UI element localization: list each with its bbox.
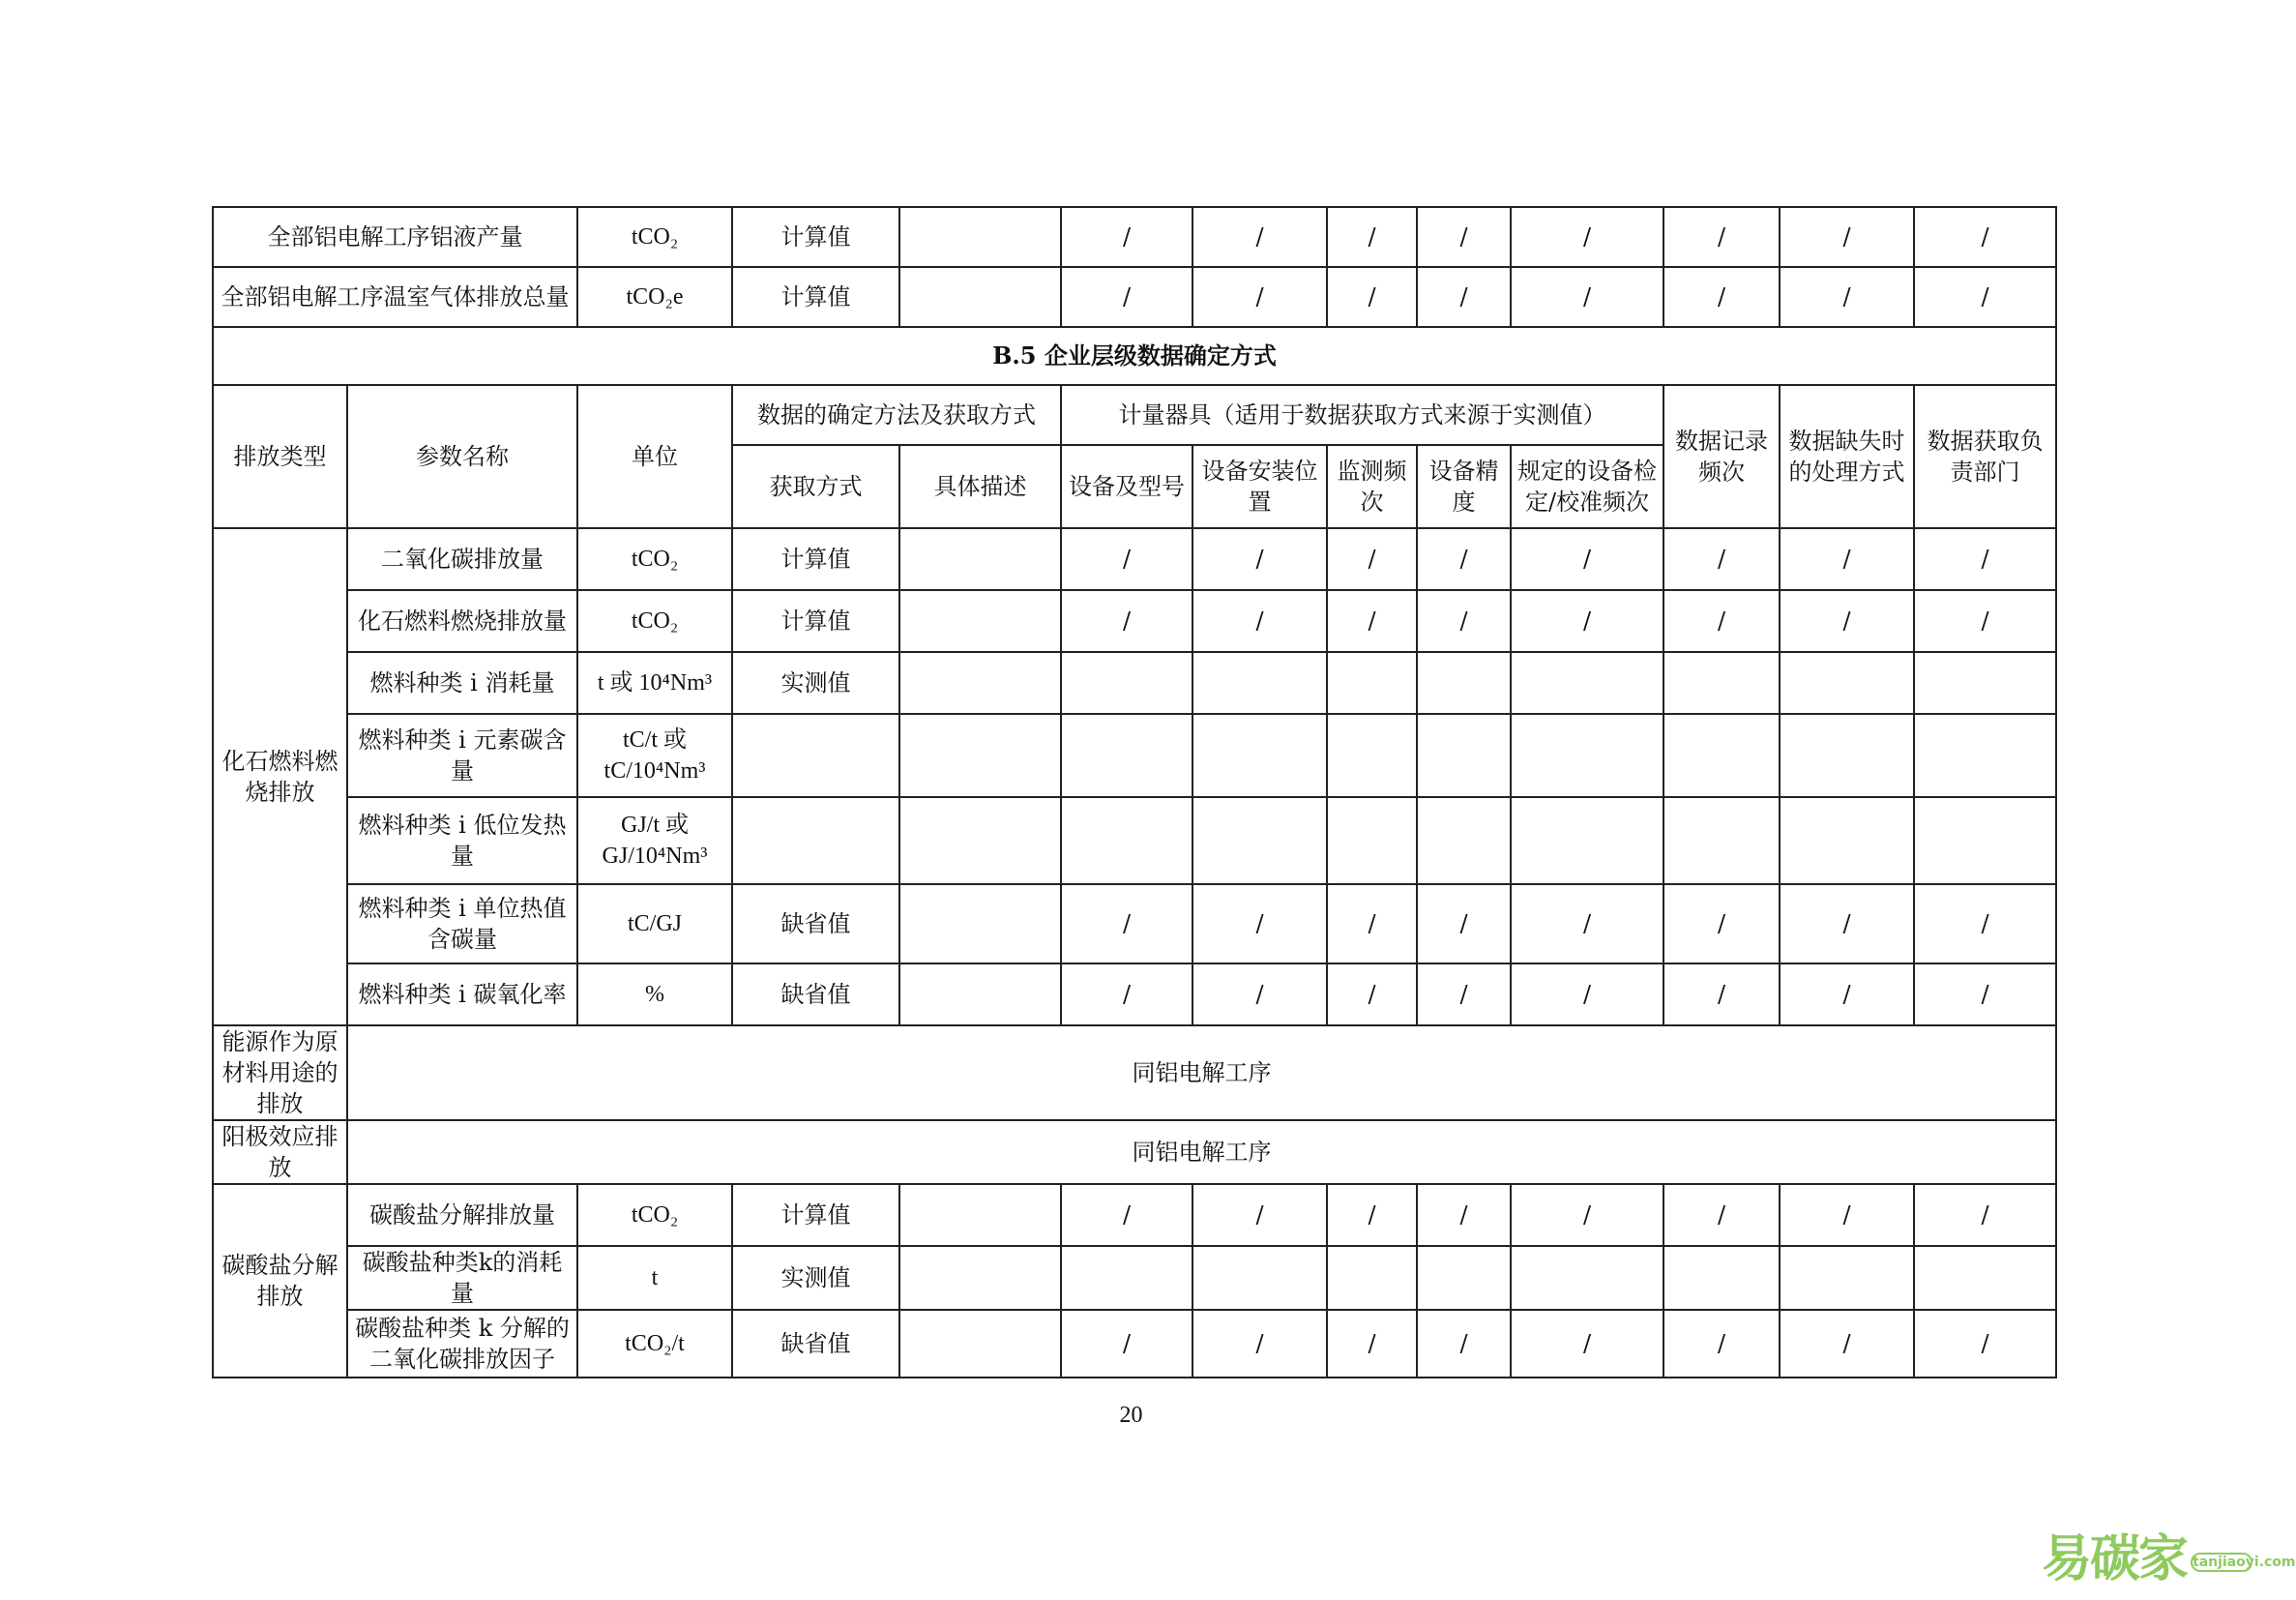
- value-cell: /: [1914, 1310, 2056, 1378]
- value-cell: /: [1061, 884, 1192, 963]
- table-row: [213, 1120, 2056, 1184]
- value-cell: /: [1417, 963, 1511, 1025]
- value-cell: /: [1780, 884, 1914, 963]
- watermark-brand: 易碳家: [2041, 1530, 2187, 1588]
- same-as-note: 同铝电解工序: [347, 1120, 2056, 1184]
- value-cell: [1061, 652, 1192, 714]
- value-cell: [1417, 797, 1511, 884]
- value-cell: /: [1914, 963, 2056, 1025]
- header-precision: 设备精度: [1417, 445, 1511, 528]
- value-cell: [1780, 797, 1914, 884]
- value-cell: /: [1663, 884, 1780, 963]
- header-device-model: 设备及型号: [1061, 445, 1192, 528]
- value-cell: /: [1511, 1184, 1663, 1246]
- value-cell: /: [1417, 884, 1511, 963]
- table-row: [213, 652, 2056, 714]
- method-cell: [732, 714, 899, 797]
- desc-cell: [899, 528, 1061, 590]
- table-row: [213, 207, 2056, 267]
- desc-cell: [899, 267, 1061, 327]
- unit-cell: tCO₂: [577, 1184, 732, 1246]
- value-cell: /: [1417, 267, 1511, 327]
- value-cell: [1511, 714, 1663, 797]
- value-cell: [1914, 1246, 2056, 1310]
- value-cell: /: [1061, 207, 1192, 267]
- page-number: 20: [1119, 1403, 1143, 1428]
- table-row: [213, 590, 2056, 652]
- value-cell: [1327, 797, 1417, 884]
- value-cell: /: [1780, 1184, 1914, 1246]
- value-cell: /: [1914, 884, 2056, 963]
- value-cell: [1663, 652, 1780, 714]
- value-cell: [1914, 652, 2056, 714]
- value-cell: /: [1192, 528, 1327, 590]
- value-cell: /: [1663, 590, 1780, 652]
- param-name-cell: 全部铝电解工序铝液产量: [213, 207, 577, 267]
- param-name-cell: 燃料种类 i 碳氧化率: [347, 963, 577, 1025]
- value-cell: /: [1780, 590, 1914, 652]
- unit-cell: t: [577, 1246, 732, 1310]
- param-name-cell: 二氧化碳排放量: [347, 528, 577, 590]
- desc-cell: [899, 884, 1061, 963]
- table-row: [213, 1246, 2056, 1310]
- value-cell: [1780, 1246, 1914, 1310]
- param-name-cell: 化石燃料燃烧排放量: [347, 590, 577, 652]
- value-cell: /: [1061, 1184, 1192, 1246]
- table-row: [213, 963, 2056, 1025]
- value-cell: /: [1663, 963, 1780, 1025]
- method-cell: 计算值: [732, 267, 899, 327]
- value-cell: [1327, 652, 1417, 714]
- method-cell: 计算值: [732, 528, 899, 590]
- value-cell: /: [1914, 590, 2056, 652]
- value-cell: /: [1192, 267, 1327, 327]
- unit-cell: t 或 10⁴Nm³: [577, 652, 732, 714]
- header-missing-handling: 数据缺失时的处理方式: [1780, 385, 1914, 528]
- value-cell: /: [1914, 1184, 2056, 1246]
- value-cell: [1061, 714, 1192, 797]
- value-cell: /: [1780, 1310, 1914, 1378]
- table-row: [213, 267, 2056, 327]
- value-cell: /: [1192, 1184, 1327, 1246]
- param-name-cell: 全部铝电解工序温室气体排放总量: [213, 267, 577, 327]
- value-cell: /: [1663, 1310, 1780, 1378]
- method-cell: [732, 797, 899, 884]
- header-desc: 具体描述: [899, 445, 1061, 528]
- watermark-site: tanjiaoyi.com: [2193, 1555, 2296, 1570]
- value-cell: /: [1914, 528, 2056, 590]
- value-cell: /: [1327, 963, 1417, 1025]
- value-cell: /: [1780, 528, 1914, 590]
- emission-type-cell: 阳极效应排放: [213, 1120, 347, 1184]
- desc-cell: [899, 714, 1061, 797]
- emission-type-cell: 能源作为原材料用途的排放: [213, 1025, 347, 1120]
- value-cell: /: [1780, 207, 1914, 267]
- value-cell: [1327, 1246, 1417, 1310]
- value-cell: /: [1914, 267, 2056, 327]
- value-cell: /: [1327, 884, 1417, 963]
- param-name-cell: 碳酸盐种类 k 分解的二氧化碳排放因子: [347, 1310, 577, 1378]
- value-cell: [1914, 714, 2056, 797]
- value-cell: /: [1327, 590, 1417, 652]
- value-cell: [1417, 1246, 1511, 1310]
- section-title: B.5 企业层级数据确定方式: [213, 327, 2056, 385]
- value-cell: /: [1417, 207, 1511, 267]
- value-cell: [1061, 797, 1192, 884]
- param-name-cell: 燃料种类 i 低位发热量: [347, 797, 577, 884]
- table-row: [213, 327, 2056, 385]
- method-cell: 实测值: [732, 652, 899, 714]
- unit-cell: tC/GJ: [577, 884, 732, 963]
- value-cell: /: [1417, 1310, 1511, 1378]
- header-monitor-freq: 监测频次: [1327, 445, 1417, 528]
- table-row: [213, 884, 2056, 963]
- value-cell: [1192, 797, 1327, 884]
- watermark-logo: [2041, 1518, 2296, 1590]
- value-cell: /: [1192, 884, 1327, 963]
- value-cell: /: [1061, 963, 1192, 1025]
- value-cell: /: [1511, 267, 1663, 327]
- unit-cell: tCO₂: [577, 590, 732, 652]
- same-as-note: 同铝电解工序: [347, 1025, 2056, 1120]
- table-row: [213, 797, 2056, 884]
- method-cell: 计算值: [732, 590, 899, 652]
- value-cell: [1663, 1246, 1780, 1310]
- method-cell: 计算值: [732, 1184, 899, 1246]
- value-cell: /: [1061, 590, 1192, 652]
- header-method: 获取方式: [732, 445, 899, 528]
- header-method-group: 数据的确定方法及获取方式: [732, 385, 1061, 445]
- header-record-freq: 数据记录频次: [1663, 385, 1780, 528]
- value-cell: /: [1061, 267, 1192, 327]
- table-row: [213, 714, 2056, 797]
- method-cell: 缺省值: [732, 963, 899, 1025]
- value-cell: [1914, 797, 2056, 884]
- param-name-cell: 燃料种类 i 消耗量: [347, 652, 577, 714]
- unit-cell: tCO₂e: [577, 267, 732, 327]
- value-cell: /: [1511, 884, 1663, 963]
- header-unit: 单位: [577, 385, 732, 528]
- method-cell: 计算值: [732, 207, 899, 267]
- header-meter-group: 计量器具（适用于数据获取方式来源于实测值）: [1061, 385, 1663, 445]
- value-cell: /: [1417, 528, 1511, 590]
- value-cell: [1780, 714, 1914, 797]
- table-row: [213, 528, 2056, 590]
- value-cell: [1511, 652, 1663, 714]
- value-cell: /: [1663, 207, 1780, 267]
- value-cell: /: [1327, 267, 1417, 327]
- method-cell: 缺省值: [732, 1310, 899, 1378]
- value-cell: [1780, 652, 1914, 714]
- value-cell: [1192, 652, 1327, 714]
- document-page: [212, 206, 2055, 1378]
- value-cell: /: [1417, 1184, 1511, 1246]
- unit-cell: tCO₂: [577, 528, 732, 590]
- value-cell: /: [1061, 1310, 1192, 1378]
- desc-cell: [899, 207, 1061, 267]
- value-cell: [1511, 797, 1663, 884]
- table-row: [213, 1310, 2056, 1378]
- value-cell: [1663, 797, 1780, 884]
- desc-cell: [899, 1246, 1061, 1310]
- param-name-cell: 碳酸盐种类k的消耗量: [347, 1246, 577, 1310]
- value-cell: [1192, 714, 1327, 797]
- value-cell: /: [1061, 528, 1192, 590]
- method-cell: 缺省值: [732, 884, 899, 963]
- value-cell: /: [1511, 590, 1663, 652]
- desc-cell: [899, 590, 1061, 652]
- value-cell: /: [1192, 1310, 1327, 1378]
- value-cell: [1511, 1246, 1663, 1310]
- value-cell: /: [1511, 1310, 1663, 1378]
- header-emission-type: 排放类型: [213, 385, 347, 528]
- header-dept: 数据获取负责部门: [1914, 385, 2056, 528]
- value-cell: [1663, 714, 1780, 797]
- desc-cell: [899, 652, 1061, 714]
- emission-type-cell: 碳酸盐分解排放: [213, 1184, 347, 1378]
- value-cell: /: [1327, 1184, 1417, 1246]
- table-row: [213, 1184, 2056, 1246]
- unit-cell: tCO₂: [577, 207, 732, 267]
- param-name-cell: 碳酸盐分解排放量: [347, 1184, 577, 1246]
- value-cell: [1417, 714, 1511, 797]
- value-cell: /: [1511, 963, 1663, 1025]
- emission-type-cell: 化石燃料燃烧排放: [213, 528, 347, 1025]
- header-calib-freq: 规定的设备检定/校准频次: [1511, 445, 1663, 528]
- value-cell: /: [1192, 963, 1327, 1025]
- unit-cell: tCO₂/t: [577, 1310, 732, 1378]
- method-cell: 实测值: [732, 1246, 899, 1310]
- unit-cell: tC/t 或 tC/10⁴Nm³: [577, 714, 732, 797]
- value-cell: /: [1780, 963, 1914, 1025]
- value-cell: /: [1327, 1310, 1417, 1378]
- value-cell: /: [1511, 528, 1663, 590]
- desc-cell: [899, 1310, 1061, 1378]
- table-row: [213, 1025, 2056, 1120]
- value-cell: /: [1663, 1184, 1780, 1246]
- value-cell: /: [1914, 207, 2056, 267]
- value-cell: /: [1327, 528, 1417, 590]
- value-cell: /: [1417, 590, 1511, 652]
- param-name-cell: 燃料种类 i 元素碳含量: [347, 714, 577, 797]
- value-cell: /: [1327, 207, 1417, 267]
- header-param-name: 参数名称: [347, 385, 577, 528]
- unit-cell: %: [577, 963, 732, 1025]
- value-cell: /: [1511, 207, 1663, 267]
- desc-cell: [899, 1184, 1061, 1246]
- value-cell: /: [1780, 267, 1914, 327]
- value-cell: /: [1192, 207, 1327, 267]
- data-determination-table: [212, 206, 2057, 1378]
- desc-cell: [899, 963, 1061, 1025]
- value-cell: [1327, 714, 1417, 797]
- value-cell: [1192, 1246, 1327, 1310]
- value-cell: /: [1663, 528, 1780, 590]
- value-cell: /: [1663, 267, 1780, 327]
- param-name-cell: 燃料种类 i 单位热值含碳量: [347, 884, 577, 963]
- value-cell: [1061, 1246, 1192, 1310]
- value-cell: /: [1192, 590, 1327, 652]
- table-row: [213, 385, 2056, 445]
- unit-cell: GJ/t 或 GJ/10⁴Nm³: [577, 797, 732, 884]
- desc-cell: [899, 797, 1061, 884]
- value-cell: [1417, 652, 1511, 714]
- header-install-pos: 设备安装位置: [1192, 445, 1327, 528]
